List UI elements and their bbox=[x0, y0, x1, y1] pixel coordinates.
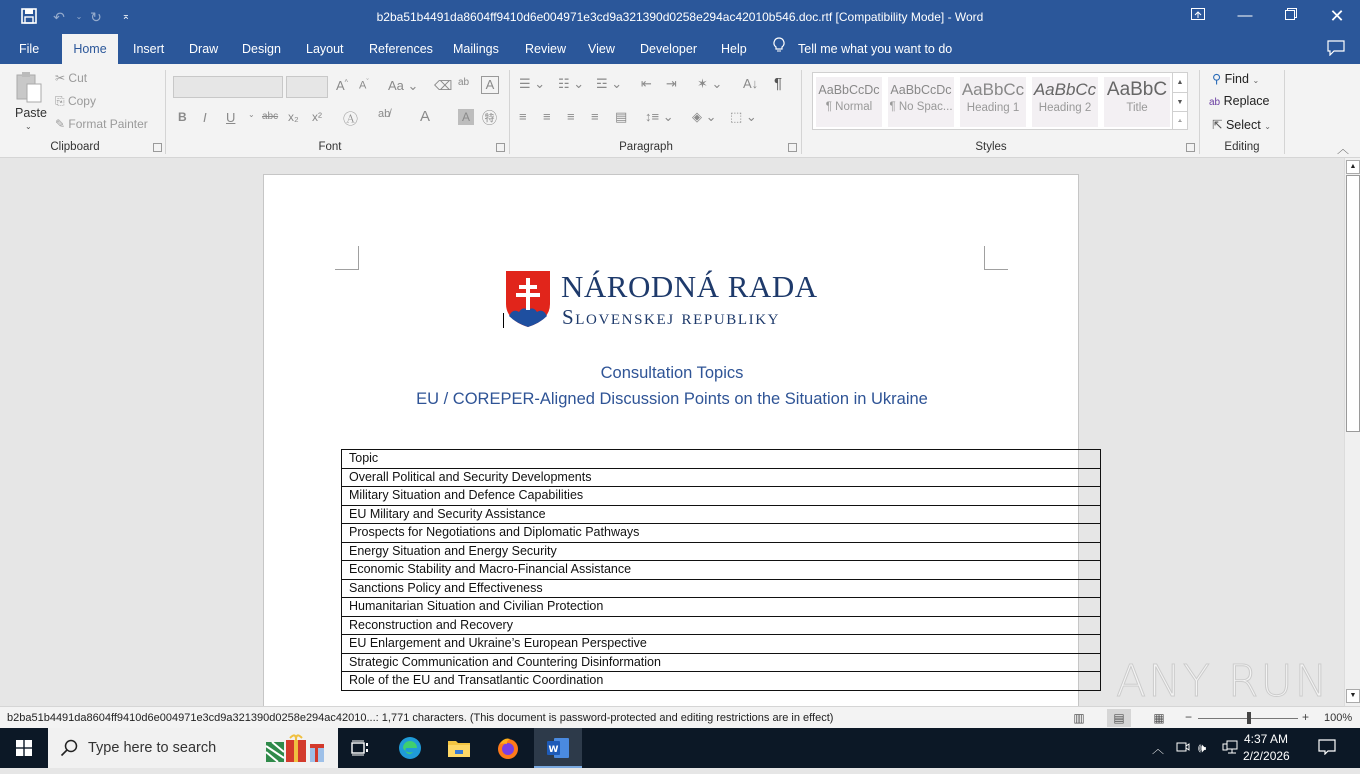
table-header-row bbox=[342, 450, 1101, 469]
divider bbox=[509, 70, 510, 154]
tab-design[interactable]: Design bbox=[242, 42, 281, 56]
topics-table bbox=[341, 449, 1101, 691]
meet-now-icon[interactable] bbox=[1176, 740, 1190, 757]
style-normal[interactable]: AaBbCcDc ¶ Normal bbox=[816, 77, 882, 127]
find-button[interactable]: ⚲ Find ⌄ bbox=[1212, 72, 1260, 86]
tab-file[interactable]: File bbox=[19, 42, 40, 56]
tell-me-search[interactable] bbox=[772, 34, 952, 64]
clear-formatting-icon[interactable]: ⌫ bbox=[434, 78, 453, 93]
line-spacing-icon[interactable]: ↕≡ ⌄ bbox=[645, 109, 674, 124]
tab-layout[interactable]: Layout bbox=[306, 42, 344, 56]
tab-developer[interactable]: Developer bbox=[640, 42, 697, 56]
taskbar-clock[interactable] bbox=[1243, 731, 1289, 765]
table-row bbox=[342, 598, 1101, 617]
table-row bbox=[342, 635, 1101, 654]
table-row bbox=[342, 524, 1101, 543]
copy-icon: ⎘ bbox=[55, 94, 65, 108]
tell-me-text: Tell me what you want to do bbox=[798, 42, 953, 56]
margin-corner-mark bbox=[984, 246, 1008, 270]
minimize-button[interactable]: — bbox=[1237, 7, 1253, 24]
table-cell[interactable]: EU Enlargement and Ukraine’s European Perspective bbox=[342, 635, 1101, 654]
clock-time: 4:37 AM bbox=[1243, 732, 1289, 746]
shading-icon[interactable]: ◈ ⌄ bbox=[692, 109, 717, 124]
table-row bbox=[342, 561, 1101, 580]
scissors-icon: ✂ bbox=[55, 71, 66, 85]
tab-review[interactable]: Review bbox=[525, 42, 566, 56]
borders-icon[interactable]: ⬚ ⌄ bbox=[730, 109, 757, 124]
tab-draw[interactable]: Draw bbox=[189, 42, 219, 56]
search-icon: ⚲ bbox=[1212, 72, 1222, 86]
tab-mailings[interactable]: Mailings bbox=[453, 42, 499, 56]
slovak-coat-of-arms-icon bbox=[505, 270, 551, 328]
text-effects-icon[interactable]: Ⓐ bbox=[343, 111, 359, 128]
styles-scroll-down-button[interactable]: ▼ bbox=[1172, 92, 1187, 111]
strikethrough-icon[interactable]: abc bbox=[262, 111, 279, 122]
styles-gallery bbox=[812, 72, 1188, 130]
clipboard-launcher-icon[interactable] bbox=[153, 143, 162, 152]
table-row bbox=[342, 579, 1101, 598]
tab-references[interactable]: References bbox=[369, 42, 433, 56]
phonetic-guide-icon[interactable]: ab bbox=[458, 77, 470, 88]
word-taskbar-icon[interactable] bbox=[534, 728, 582, 768]
paragraph-launcher-icon[interactable] bbox=[788, 143, 797, 152]
numbering-icon[interactable]: ☷ ⌄ bbox=[558, 76, 585, 91]
ribbon-home bbox=[0, 64, 1360, 158]
table-cell[interactable]: Economic Stability and Macro-Financial Assistance bbox=[342, 561, 1101, 580]
search-icon bbox=[60, 739, 78, 757]
justify-icon[interactable]: ≡ bbox=[591, 109, 599, 124]
style-heading-1[interactable]: AaBbCc Heading 1 bbox=[960, 77, 1026, 127]
undo-dropdown-icon[interactable]: ⌄ bbox=[75, 12, 83, 21]
volume-icon[interactable]: 🕪 bbox=[1198, 740, 1207, 755]
highlight-color-icon[interactable]: ab̸ bbox=[378, 108, 391, 120]
customize-qat-icon[interactable]: ⌅ bbox=[121, 11, 131, 22]
format-painter-button[interactable]: ✎ Format Painter bbox=[55, 117, 148, 131]
zoom-out-button[interactable]: − bbox=[1185, 710, 1193, 724]
font-launcher-icon[interactable] bbox=[496, 143, 505, 152]
table-cell[interactable]: Energy Situation and Energy Security bbox=[342, 542, 1101, 561]
tab-insert[interactable]: Insert bbox=[133, 42, 165, 56]
taskbar-search-box[interactable] bbox=[48, 728, 338, 768]
show-hidden-icons-chevron-icon[interactable]: ︿ bbox=[1152, 742, 1165, 756]
scroll-down-arrow-icon[interactable]: ▼ bbox=[1346, 689, 1360, 703]
tab-view[interactable]: View bbox=[588, 42, 615, 56]
text-cursor bbox=[503, 313, 504, 328]
underline-dropdown-icon[interactable]: ⌄ bbox=[248, 110, 255, 119]
styles-launcher-icon[interactable] bbox=[1186, 143, 1195, 152]
sort-icon[interactable]: A↓ bbox=[743, 76, 759, 91]
table-cell[interactable]: Military Situation and Defence Capabilities bbox=[342, 487, 1101, 506]
title-bar bbox=[0, 0, 1360, 34]
cursor-arrow-icon: ⇱ bbox=[1212, 118, 1223, 132]
document-title: Consultation Topics bbox=[600, 364, 744, 382]
replace-button[interactable]: ab Replace bbox=[1209, 94, 1270, 108]
divider bbox=[165, 70, 166, 154]
ribbon-tabs bbox=[0, 34, 1360, 64]
paste-icon[interactable] bbox=[14, 70, 46, 104]
table-cell[interactable]: Sanctions Policy and Effectiveness bbox=[342, 579, 1101, 598]
windows-logo-icon bbox=[16, 740, 32, 756]
styles-group-label: Styles bbox=[975, 141, 1007, 153]
anyrun-watermark: ANY RUN bbox=[1116, 656, 1330, 706]
status-bar bbox=[0, 706, 1360, 728]
enclose-characters-icon[interactable]: ㊕ bbox=[482, 110, 498, 127]
svg-text:W: W bbox=[548, 745, 559, 755]
paste-button[interactable]: Paste bbox=[15, 106, 47, 120]
logo-text-line1: NÁRODNÁ RADA bbox=[561, 269, 818, 304]
editing-group-label: Editing bbox=[1224, 141, 1260, 153]
table-cell[interactable]: EU Military and Security Assistance bbox=[342, 505, 1101, 524]
align-right-icon[interactable]: ≡ bbox=[567, 109, 575, 124]
tab-home[interactable]: Home bbox=[62, 34, 118, 64]
network-icon[interactable] bbox=[1222, 740, 1238, 757]
print-layout-icon[interactable]: ▤ bbox=[1107, 709, 1131, 727]
font-name-combobox[interactable] bbox=[173, 76, 283, 98]
font-size-combobox[interactable] bbox=[286, 76, 328, 98]
table-cell[interactable]: Reconstruction and Recovery bbox=[342, 616, 1101, 635]
logo-text-line2: Slovenskej republiky bbox=[562, 305, 781, 329]
shrink-font-icon[interactable]: $A^ˇ$ bbox=[359, 79, 369, 92]
window-title: b2ba51b4491da8604ff9410d6e004971e3cd9a321390d0258e294ac42010b546.doc.rtf [Compatibility Mode] - Word bbox=[376, 10, 984, 24]
gifts-decoration-icon bbox=[264, 734, 332, 762]
select-button[interactable]: ⇱ Select ⌄ bbox=[1212, 118, 1271, 132]
asian-layout-icon[interactable]: ✶ ⌄ bbox=[697, 76, 723, 91]
task-view-icon[interactable] bbox=[336, 728, 384, 768]
style-title[interactable]: AaBbC Title bbox=[1104, 77, 1170, 127]
copy-button[interactable]: ⎘ Copy bbox=[55, 94, 96, 108]
styles-more-button[interactable]: ⩡ bbox=[1172, 111, 1187, 130]
table-row bbox=[342, 487, 1101, 506]
divider bbox=[1199, 70, 1200, 154]
collapse-ribbon-icon[interactable]: ︿ bbox=[1337, 142, 1350, 156]
restore-button[interactable] bbox=[1268, 0, 1314, 32]
decrease-indent-icon[interactable]: ⇤ bbox=[641, 76, 652, 91]
document-subtitle: EU / COREPER-Aligned Discussion Points on the Situation in Ukraine bbox=[416, 390, 928, 408]
table-row bbox=[342, 616, 1101, 635]
bold-icon[interactable]: B bbox=[178, 110, 187, 124]
comments-icon[interactable] bbox=[1327, 40, 1345, 61]
subscript-icon[interactable]: x₂ bbox=[288, 110, 299, 124]
undo-icon[interactable]: ↶ bbox=[53, 9, 65, 25]
web-layout-icon[interactable]: ▦ bbox=[1153, 711, 1165, 725]
table-cell[interactable]: Topic bbox=[342, 450, 1101, 469]
vertical-scrollbar[interactable] bbox=[1344, 158, 1360, 706]
search-placeholder: Type here to search bbox=[88, 740, 217, 756]
replace-icon: ab bbox=[1209, 97, 1221, 108]
multilevel-list-icon[interactable]: ☲ ⌄ bbox=[596, 76, 623, 91]
paintbrush-icon: ✎ bbox=[55, 117, 66, 131]
table-cell[interactable]: Role of the EU and Transatlantic Coordination bbox=[342, 672, 1101, 691]
underline-icon[interactable]: U bbox=[226, 110, 236, 125]
scrollbar-thumb[interactable] bbox=[1346, 175, 1360, 432]
table-cell[interactable]: Prospects for Negotiations and Diplomatic Pathways bbox=[342, 524, 1101, 543]
table-row bbox=[342, 468, 1101, 487]
center-icon[interactable]: ≡ bbox=[543, 109, 551, 124]
document-area bbox=[0, 158, 1344, 706]
character-border-icon[interactable]: A bbox=[481, 76, 499, 94]
show-formatting-marks-icon[interactable]: ¶ bbox=[774, 75, 783, 92]
table-row bbox=[342, 672, 1101, 691]
scroll-up-arrow-icon[interactable]: ▲ bbox=[1346, 160, 1360, 174]
close-button[interactable]: ✕ bbox=[1329, 6, 1345, 26]
taskbar bbox=[0, 728, 1360, 768]
table-cell[interactable]: Humanitarian Situation and Civilian Protection bbox=[342, 598, 1101, 617]
file-explorer-icon[interactable] bbox=[435, 728, 483, 768]
paragraph-group-label: Paragraph bbox=[619, 141, 673, 153]
table-row bbox=[342, 505, 1101, 524]
read-mode-icon[interactable]: ▥ bbox=[1073, 711, 1085, 725]
character-shading-icon[interactable]: A bbox=[458, 109, 474, 125]
zoom-in-button[interactable]: + bbox=[1302, 710, 1310, 724]
cut-button[interactable]: ✂ Cut bbox=[55, 71, 88, 85]
status-text: b2ba51b4491da8604ff9410d6e004971e3cd9a321390d0258e294ac42010...: 1,771 characters. (This document is password-protected and editing restrictions are in effect) bbox=[7, 712, 834, 724]
align-left-icon[interactable]: ≡ bbox=[519, 109, 527, 124]
tab-help[interactable]: Help bbox=[721, 42, 747, 56]
margin-corner-mark bbox=[335, 246, 359, 270]
bullets-icon[interactable]: ☰ ⌄ bbox=[519, 76, 546, 91]
grow-font-icon[interactable]: A^ bbox=[336, 78, 348, 93]
table-row bbox=[342, 653, 1101, 672]
firefox-icon[interactable] bbox=[484, 728, 532, 768]
document-page[interactable] bbox=[263, 174, 1079, 706]
styles-scroll-up-button[interactable]: ▲ bbox=[1172, 73, 1187, 92]
zoom-level[interactable]: 100% bbox=[1324, 712, 1353, 724]
start-button[interactable] bbox=[0, 728, 48, 768]
increase-indent-icon[interactable]: ⇥ bbox=[666, 76, 677, 91]
divider bbox=[1284, 70, 1285, 154]
distributed-icon[interactable]: ▤ bbox=[615, 109, 628, 124]
font-color-icon[interactable]: A bbox=[420, 108, 431, 125]
edge-icon[interactable] bbox=[386, 728, 434, 768]
italic-icon[interactable]: I bbox=[203, 110, 207, 125]
zoom-slider-thumb[interactable] bbox=[1247, 712, 1251, 724]
superscript-icon[interactable]: x² bbox=[312, 110, 322, 124]
clock-date: 2/2/2026 bbox=[1243, 749, 1290, 763]
ribbon-display-options-button[interactable] bbox=[1175, 0, 1221, 32]
style-no-spacing[interactable]: AaBbCcDc ¶ No Spac... bbox=[888, 77, 954, 127]
action-center-icon[interactable] bbox=[1318, 739, 1336, 758]
redo-icon[interactable]: ↻ bbox=[90, 9, 102, 25]
divider bbox=[801, 70, 802, 154]
font-group-label: Font bbox=[318, 141, 342, 153]
table-row bbox=[342, 542, 1101, 561]
change-case-icon[interactable]: Aa ⌄ bbox=[388, 78, 419, 93]
paste-dropdown-icon[interactable]: ⌄ bbox=[25, 122, 32, 131]
clipboard-group-label: Clipboard bbox=[50, 141, 100, 153]
lightbulb-icon bbox=[772, 34, 786, 64]
style-heading-2[interactable]: AaBbCc Heading 2 bbox=[1032, 77, 1098, 127]
table-cell[interactable]: Overall Political and Security Developments bbox=[342, 468, 1101, 487]
table-cell[interactable]: Strategic Communication and Countering Disinformation bbox=[342, 653, 1101, 672]
